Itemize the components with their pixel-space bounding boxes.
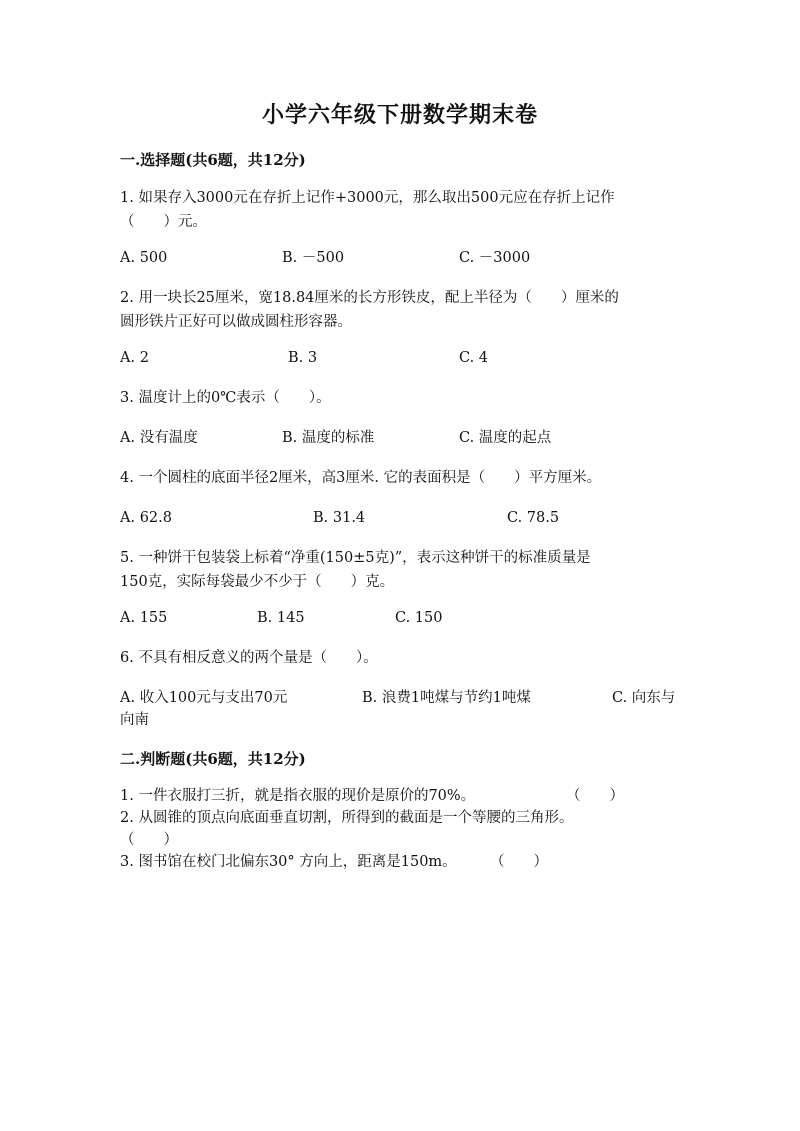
question-text: 2. 用一块长25厘米，宽18.84厘米的长方形铁皮，配上半径为（ ）厘米的 xyxy=(120,290,619,306)
answer-parens: （ ） xyxy=(566,788,624,804)
option-a: A. 没有温度 xyxy=(120,430,198,446)
question-1 xyxy=(120,186,690,234)
question-text-cont: 150克，实际每袋最少不少于（ ）克。 xyxy=(120,574,395,590)
question-text: 1. 如果存入3000元在存折上记作+3000元，那么取出500元应在存折上记作 xyxy=(120,190,615,206)
question-4 xyxy=(120,466,690,490)
question-text: 3. 温度计上的0℃表示（ ）。 xyxy=(120,390,331,406)
judge-item-1: 1. 一件衣服打三折，就是指衣服的现价是原价的70%。 xyxy=(120,788,476,804)
option-c: C. 向东与 xyxy=(612,690,676,706)
option-a: A. 155 xyxy=(120,610,168,626)
judge-item-3: 3. 图书馆在校门北偏东30° 方向上，距离是150m。 xyxy=(120,854,457,870)
question-text-cont: （ ）元。 xyxy=(120,214,207,230)
answer-parens: （ ） xyxy=(120,832,178,848)
option-a: A. 收入100元与支出70元 xyxy=(120,690,288,706)
question-text: 6. 不具有相反意义的两个量是（ ）。 xyxy=(120,650,378,666)
answer-parens: （ ） xyxy=(490,854,548,870)
option-c: C. 150 xyxy=(395,610,443,626)
option-b: B. 3 xyxy=(288,350,318,366)
section-heading-judge: 二.判断题(共6题，共12分) xyxy=(120,750,306,768)
question-2 xyxy=(120,286,690,334)
option-b: B. －500 xyxy=(282,250,345,266)
option-c: C. 温度的起点 xyxy=(459,430,552,446)
option-c-wrap: 向南 xyxy=(120,712,149,728)
page-title: 小学六年级下册数学期末卷 xyxy=(261,102,538,128)
option-b: B. 温度的标准 xyxy=(282,430,375,446)
judge-item-2: 2. 从圆锥的顶点向底面垂直切割，所得到的截面是一个等腰的三角形。 xyxy=(120,810,574,826)
question-5 xyxy=(120,546,690,594)
section-heading-choice: 一.选择题(共6题，共12分) xyxy=(120,151,306,169)
option-a: A. 500 xyxy=(120,250,168,266)
question-3 xyxy=(120,386,690,410)
option-c: C. －3000 xyxy=(459,250,531,266)
question-text: 5. 一种饼干包装袋上标着“净重(150±5克)”，表示这种饼干的标准质量是 xyxy=(120,550,591,566)
option-b: B. 145 xyxy=(257,610,305,626)
option-b: B. 浪费1吨煤与节约1吨煤 xyxy=(362,690,531,706)
option-b: B. 31.4 xyxy=(313,510,366,526)
question-text: 4. 一个圆柱的底面半径2厘米，高3厘米. 它的表面积是（ ）平方厘米。 xyxy=(120,470,602,486)
question-6 xyxy=(120,646,690,670)
option-c: C. 78.5 xyxy=(507,510,560,526)
option-a: A. 2 xyxy=(120,350,149,366)
option-a: A. 62.8 xyxy=(120,510,172,526)
question-text-cont: 圆形铁片正好可以做成圆柱形容器。 xyxy=(120,314,352,330)
option-c: C. 4 xyxy=(459,350,489,366)
